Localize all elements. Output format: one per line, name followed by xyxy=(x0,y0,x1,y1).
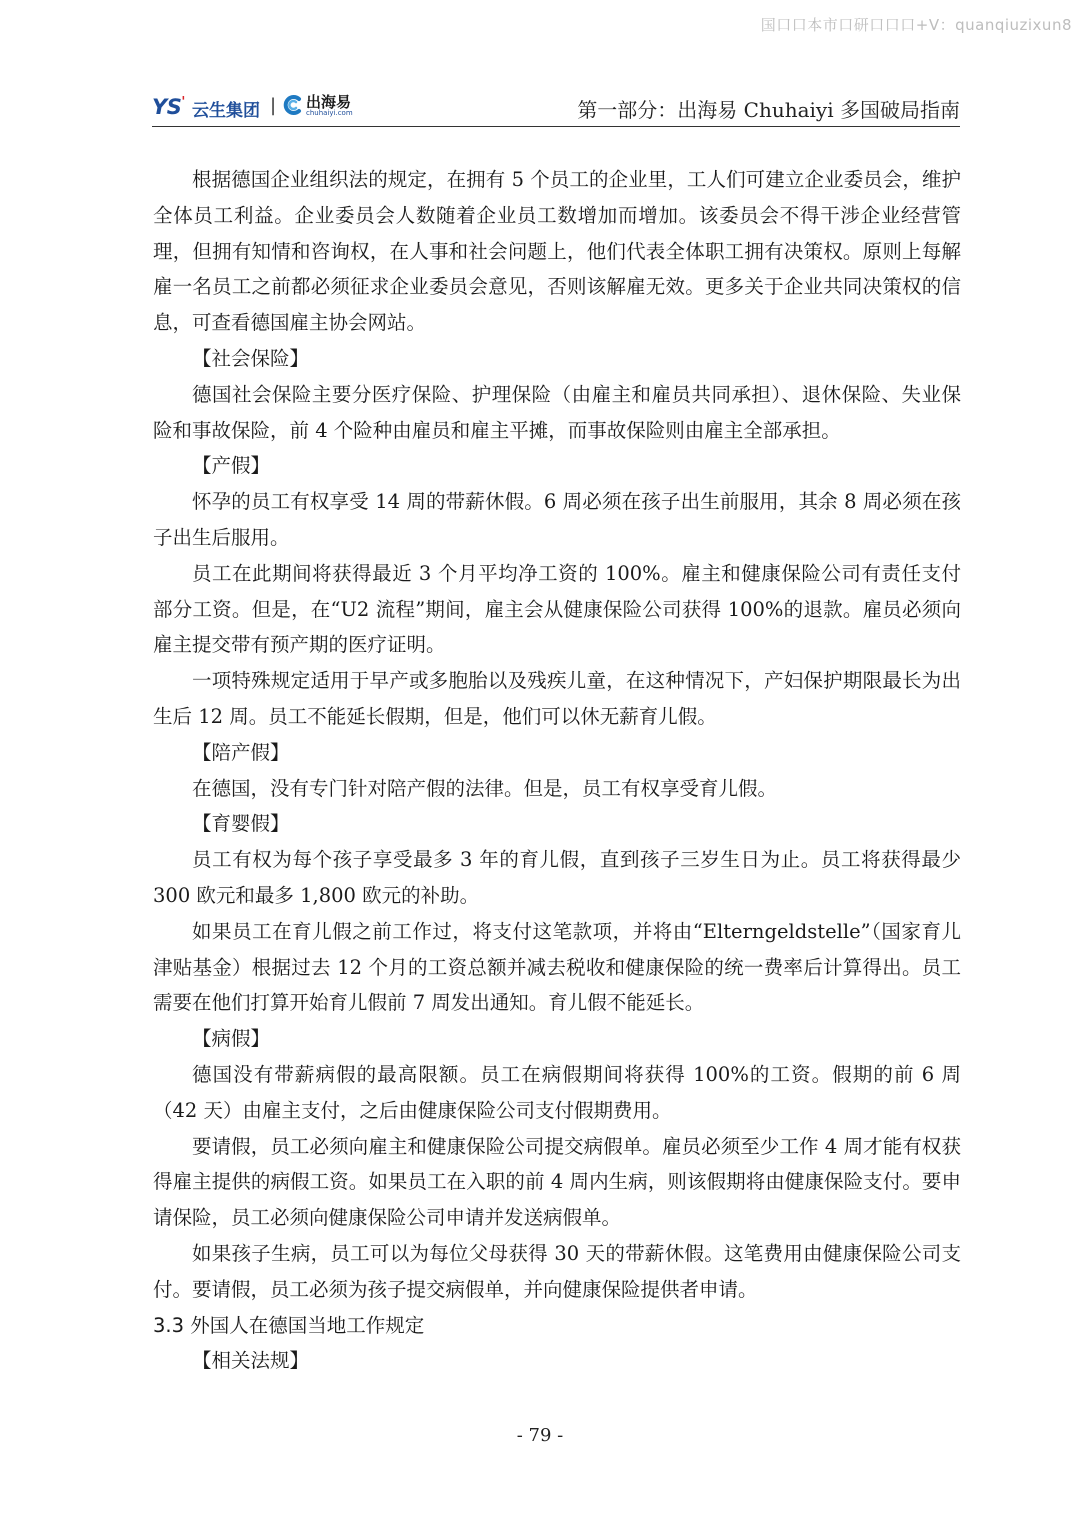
paragraph-maternity-3: 一项特殊规定适用于早产或多胞胎以及残疾儿童，在这种情况下，产妇保护期限最长为出生后 12 周。员工不能延长假期，但是，他们可以休无薪育儿假。 xyxy=(153,669,961,728)
paragraph-sick-3: 如果孩子生病，员工可以为每位父母获得 30 天的带薪休假。这笔费用由健康保险公司支付。要请假，员工必须为孩子提交病假单，并向健康保险提供者申请。 xyxy=(153,1241,961,1301)
paragraph-parental-1: 员工有权为每个孩子享受最多 3 年的育儿假，直到孩子三岁生日为止。员工将获得最少 300 欧元和最多 1,800 欧元的补助。 xyxy=(153,848,961,907)
paragraph-sick-1: 德国没有带薪病假的最高限额。员工在病假期间将获得 100%的工资。假期的前 6 周（42 天）由雇主支付，之后由健康保险公司支付假期费用。 xyxy=(153,1062,961,1122)
watermark-text: 国口口本市口研口口口+V：quanqiuzixun8 xyxy=(760,16,1072,34)
section-heading-3-3: 3.3 外国人在德国当地工作规定 xyxy=(153,1313,425,1337)
header-title: 第一部分：出海易 Chuhaiyi 多国破局指南 xyxy=(577,98,960,122)
chuhaiyi-logo-icon xyxy=(282,94,304,116)
heading-maternity-leave: 【产假】 xyxy=(192,454,271,478)
chuhaiyi-logo-subtext: chuhaiyi.com xyxy=(306,109,353,117)
paragraph-social-insurance: 德国社会保险主要分医疗保险、护理保险（由雇主和雇员共同承担）、退休保险、失业保险和事故保险，前 4 个险种由雇员和雇主平摊，而事故保险则由雇主全部承担。 xyxy=(153,382,961,442)
document-body xyxy=(153,162,961,1379)
ys-logo: YS' xyxy=(152,95,185,119)
heading-social-insurance: 【社会保险】 xyxy=(192,346,310,370)
paragraph-maternity-2: 员工在此期间将获得最近 3 个月平均净工资的 100%。雇主和健康保险公司有责任支付部分工资。但是，在“U2 流程”期间，雇主会从健康保险公司获得 100%的退款。雇员必须向雇主提交带有预产期的医疗证明。 xyxy=(153,561,961,657)
heading-sick-leave: 【病假】 xyxy=(192,1027,271,1051)
paragraph-paternity: 在德国，没有专门针对陪产假的法律。但是，员工有权享受育儿假。 xyxy=(192,776,778,800)
page-number: - 79 - xyxy=(516,1425,564,1446)
paragraph-maternity-1: 怀孕的员工有权享受 14 周的带薪休假。6 周必须在孩子出生前服用，其余 8 周必须在孩子出生后服用。 xyxy=(153,490,961,549)
paragraph-works-council: 根据德国企业组织法的规定，在拥有 5 个员工的企业里，工人们可建立企业委员会，维护全体员工利益。企业委员会人数随着企业员工数增加而增加。该委员会不得干涉企业经营管理，但拥有知情和咨询权，在人事和社会问题上，他们代表全体职工拥有决策权。原则上每解雇一名员工之前都必须征求企业委员会意见，否则该解雇无效。更多关于企业共同决策权的信息，可查看德国雇主协会网站。 xyxy=(153,168,961,335)
logo-divider: | xyxy=(270,95,277,116)
paragraph-sick-2: 要请假，员工必须向雇主和健康保险公司提交病假单。雇员必须至少工作 4 周才能有权获得雇主提供的病假工资。如果员工在入职的前 4 周内生病，则该假期将由健康保险支付。要申请保险，员工必须向健康保险公司申请并发送病假单。 xyxy=(153,1134,961,1230)
page-header xyxy=(152,88,960,127)
heading-paternity-leave: 【陪产假】 xyxy=(192,740,290,764)
paragraph-parental-2: 如果员工在育儿假之前工作过，将支付这笔款项，并将由“Elterngeldstelle”（国家育儿津贴基金）根据过去 12 个月的工资总额并减去税收和健康保险的统一费率后计算得出。员工需要在他们打算开始育儿假前 7 周发出通知。育儿假不能延长。 xyxy=(153,919,961,1015)
yunsheng-group-logo-text: 云生集团 xyxy=(192,101,260,121)
chuhaiyi-logo-text: 出海易 xyxy=(306,93,352,111)
heading-related-laws: 【相关法规】 xyxy=(192,1349,310,1373)
heading-parental-leave: 【育婴假】 xyxy=(192,812,290,836)
